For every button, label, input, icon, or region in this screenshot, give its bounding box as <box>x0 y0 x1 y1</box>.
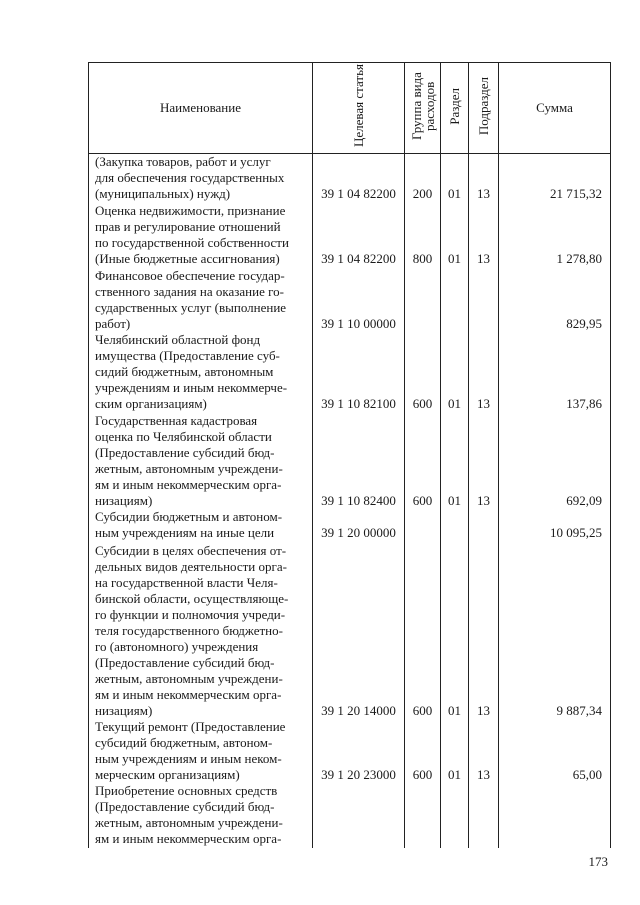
row-target-code: 39 1 10 82400 <box>313 412 405 509</box>
header-target: Целевая статья <box>313 63 405 154</box>
row-name <box>89 412 313 509</box>
row-name-line: учреждениям и иным некоммерче- <box>95 380 288 396</box>
row-group: 600 <box>405 412 441 509</box>
row-section <box>441 783 469 848</box>
row-section: 01 <box>441 202 469 267</box>
row-name-line: имущества (Предоставление суб- <box>95 348 280 364</box>
row-name-line: Финансовое обеспечение государ- <box>95 267 285 283</box>
row-group: 800 <box>405 202 441 267</box>
row-name-line: оценка по Челябинской области <box>95 429 272 445</box>
row-group: 600 <box>405 719 441 784</box>
row-sum: 137,86 <box>499 332 611 413</box>
row-name <box>89 783 313 848</box>
row-subsection: 13 <box>469 541 499 719</box>
row-sum <box>499 783 611 848</box>
row-name-line: сударственных услуг (выполнение <box>95 299 287 315</box>
row-section: 01 <box>441 154 469 203</box>
row-sum: 692,09 <box>499 412 611 509</box>
table-row <box>89 783 611 848</box>
row-name-line: прав и регулирование отношений <box>95 218 281 234</box>
row-name-line: жетным, автономным учреждени- <box>95 461 283 477</box>
row-name-line: бинской области, осуществляюще- <box>95 590 289 606</box>
row-sum: 10 095,25 <box>499 509 611 541</box>
table-row <box>89 267 611 332</box>
row-subsection <box>469 783 499 848</box>
row-group: 600 <box>405 541 441 719</box>
row-target-code: 39 1 20 00000 <box>313 509 405 541</box>
row-subsection <box>469 267 499 332</box>
table-row <box>89 509 611 541</box>
row-name <box>89 541 313 719</box>
row-subsection <box>469 509 499 541</box>
table-row <box>89 719 611 784</box>
budget-table <box>88 62 611 848</box>
row-name-line: ным учреждениям и иным неком- <box>95 751 282 767</box>
row-target-code: 39 1 04 82200 <box>313 154 405 203</box>
row-name-line: теля государственного бюджетно- <box>95 622 283 638</box>
table-row <box>89 202 611 267</box>
row-name-line: ям и иным некоммерческим орга- <box>95 686 282 702</box>
row-sum: 1 278,80 <box>499 202 611 267</box>
row-name-line: на государственной власти Челя- <box>95 574 278 590</box>
row-name-line: мерческим организациям) <box>95 767 240 783</box>
row-name-line: (Предоставление субсидий бюд- <box>95 654 275 670</box>
header-sum: Сумма <box>499 63 611 154</box>
row-group <box>405 509 441 541</box>
row-section: 01 <box>441 332 469 413</box>
row-subsection: 13 <box>469 412 499 509</box>
row-group: 200 <box>405 154 441 203</box>
row-target-code: 39 1 10 00000 <box>313 267 405 332</box>
row-name-line: субсидий бюджетным, автоном- <box>95 735 273 751</box>
row-name-line: Субсидии бюджетным и автоном- <box>95 509 283 525</box>
row-name-line: работ) <box>95 315 131 331</box>
header-group: Группа вида расходов <box>405 63 441 154</box>
row-name-line: низациям) <box>95 493 153 509</box>
row-name-line: Текущий ремонт (Предоставление <box>95 719 286 735</box>
row-name-line: ям и иным некоммерческим орга- <box>95 477 282 493</box>
table-row <box>89 541 611 719</box>
table-row <box>89 332 611 413</box>
table-header-row <box>89 63 611 154</box>
row-name-line: дельных видов деятельности орга- <box>95 558 287 574</box>
table-row <box>89 154 611 203</box>
row-subsection: 13 <box>469 202 499 267</box>
row-section: 01 <box>441 412 469 509</box>
page-number: 173 <box>588 854 608 869</box>
header-subsection: Подраздел <box>469 63 499 154</box>
row-name-line: для обеспечения государственных <box>95 170 285 186</box>
row-name-line: ям и иным некоммерческим орга- <box>95 831 282 847</box>
row-name <box>89 509 313 541</box>
row-name-line: (Закупка товаров, работ и услуг <box>95 154 271 170</box>
row-name-line: (Предоставление субсидий бюд- <box>95 445 275 461</box>
row-name-line: ным учреждениям на иные цели <box>95 525 275 541</box>
row-name-line: ственного задания на оказание го- <box>95 283 284 299</box>
row-name-line: (муниципальных) нужд) <box>95 186 231 202</box>
row-target-code: 39 1 10 82100 <box>313 332 405 413</box>
row-name-line: (Иные бюджетные ассигнования) <box>95 250 280 266</box>
row-name-line: го (автономного) учреждения <box>95 638 259 654</box>
row-group <box>405 783 441 848</box>
row-section: 01 <box>441 719 469 784</box>
row-name-line: низациям) <box>95 702 153 718</box>
row-name <box>89 202 313 267</box>
row-sum: 829,95 <box>499 267 611 332</box>
row-sum: 9 887,34 <box>499 541 611 719</box>
row-name-line: по государственной собственности <box>95 234 289 250</box>
row-name <box>89 267 313 332</box>
row-target-code: 39 1 20 23000 <box>313 719 405 784</box>
row-name-line: ским организациям) <box>95 396 207 412</box>
row-name-line: (Предоставление субсидий бюд- <box>95 799 275 815</box>
row-group: 600 <box>405 332 441 413</box>
row-target-code <box>313 783 405 848</box>
row-subsection: 13 <box>469 332 499 413</box>
row-name <box>89 332 313 413</box>
row-section <box>441 509 469 541</box>
row-sum: 21 715,32 <box>499 154 611 203</box>
row-name <box>89 154 313 203</box>
row-name-line: Государственная кадастровая <box>95 413 258 429</box>
header-name: Наименование <box>89 63 313 154</box>
row-sum: 65,00 <box>499 719 611 784</box>
row-name-line: Приобретение основных средств <box>95 783 278 799</box>
row-target-code: 39 1 04 82200 <box>313 202 405 267</box>
row-section: 01 <box>441 541 469 719</box>
row-subsection: 13 <box>469 154 499 203</box>
row-name <box>89 719 313 784</box>
row-name-line: жетным, автономным учреждени- <box>95 670 283 686</box>
row-subsection: 13 <box>469 719 499 784</box>
row-name-line: жетным, автономным учреждени- <box>95 815 283 831</box>
header-section: Раздел <box>441 63 469 154</box>
row-target-code: 39 1 20 14000 <box>313 541 405 719</box>
row-name-line: Субсидии в целях обеспечения от- <box>95 542 287 558</box>
row-name-line: Челябинский областной фонд <box>95 332 261 348</box>
row-name-line: сидий бюджетным, автономным <box>95 364 274 380</box>
row-section <box>441 267 469 332</box>
table-row <box>89 412 611 509</box>
row-group <box>405 267 441 332</box>
row-name-line: Оценка недвижимости, признание <box>95 202 286 218</box>
row-name-line: го функции и полномочия учреди- <box>95 606 286 622</box>
